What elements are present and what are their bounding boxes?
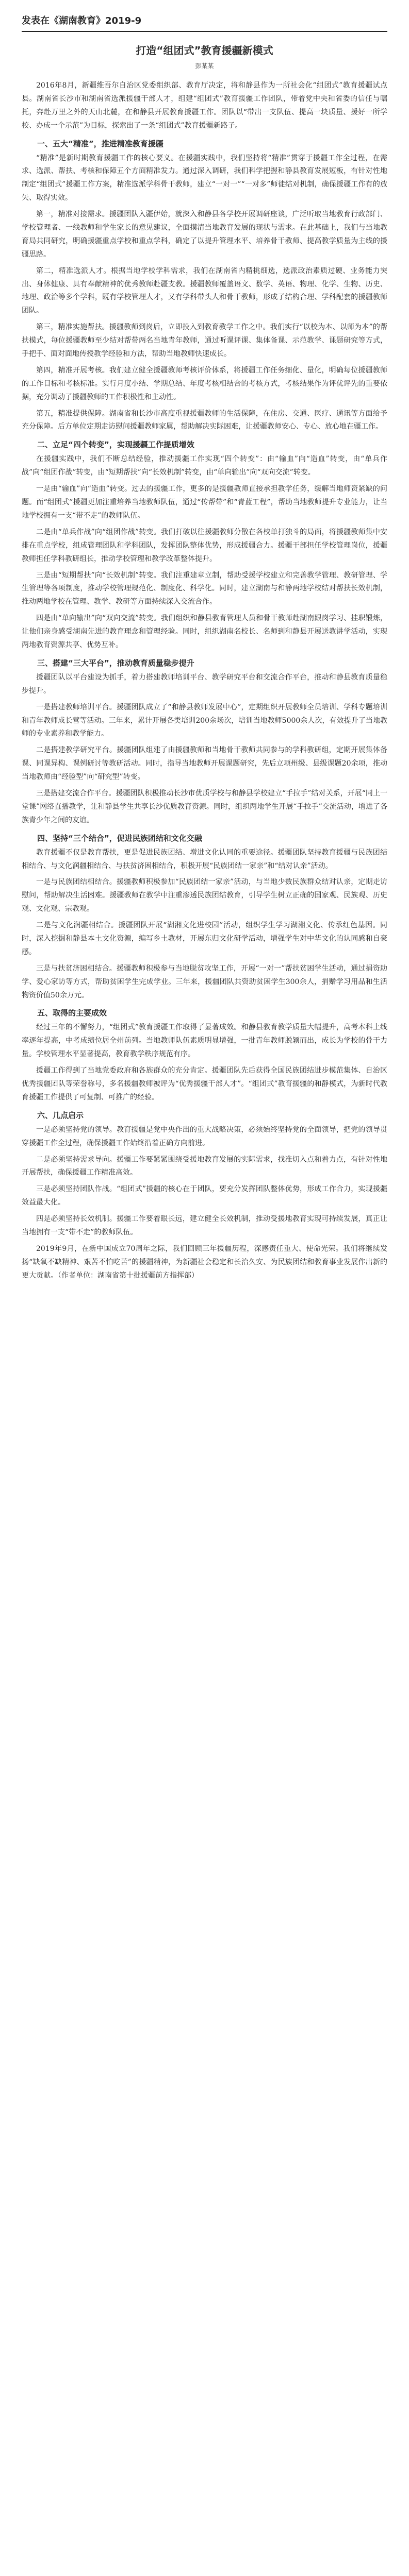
paragraph: “精准”是新时期教育援疆工作的核心要义。在援疆实践中，我们坚持将“精准”贯穿于援疆工作全过程，在需求、选派、帮扶、考核和保障五个方面精准发力。通过深入调研，我们科学把握和静县教育发展短板，有针对性地制定“组团式”援疆工作方案，精准选派学科骨干教师，建立“一对一”“一对多”师徒结对机制，确保援疆工作有的放矢、取得实效。 (22, 154, 387, 202)
paragraph: 援疆团队以平台建设为抓手，着力搭建教师培训平台、教学研究平台和交流合作平台，推动和静县教育质量稳步提升。 (22, 673, 387, 695)
paragraph: 四是由“单向输出”向“双向交流”转变。我们组织和静县教育管理人员和骨干教师赴湖南跟岗学习、挂职锻炼，让他们亲身感受湖南先进的教育理念和管理经验。同时，组织湖南名校长、名师到和静县开展送教讲学活动，实现两地教育资源共享、优势互补。 (22, 614, 387, 649)
paragraph: 三是必须坚持团队作战。“组团式”援疆的核心在于团队，要充分发挥团队整体优势，形成工作合力，实现援疆效益最大化。 (22, 1185, 387, 1207)
paragraph: 第五，精准提供保障。湖南省和长沙市高度重视援疆教师的生活保障，在住房、交通、医疗、通讯等方面给予充分保障。后方单位定期走访慰问援疆教师家属，帮助解决实际困难，让援疆教师安心、专心、放心地在疆工作。 (22, 409, 387, 431)
paragraph: 四是必须坚持长效机制。援疆工作要着眼长远，建立健全长效机制，推动受援地教育实现可持续发展，真正让当地拥有一支“带不走”的教师队伍。 (22, 1215, 387, 1237)
paragraph: 在援疆实践中，我们不断总结经验，推动援疆工作实现“四个转变”：由“输血”向“造血”转变，由“单兵作战”向“组团作战”转变，由“短期帮扶”向“长效机制”转变，由“单向输出”向“双向交流”转变。 (22, 455, 387, 477)
section-heading: 三、搭建“三大平台”，推动教育质量稳步提升 (37, 658, 194, 668)
paragraph: 三是搭建交流合作平台。援疆团队积极推动长沙市优质学校与和静县学校建立“手拉手”结对关系，开展“同上一堂课”网络直播教学，让和静县学生共享长沙优质教育资源。同时，组织两地学生开展“手拉手”交流活动，增进了各族青少年之间的友谊。 (22, 789, 387, 824)
article-body (22, 79, 387, 1283)
paragraph: 第四，精准开展考核。我们建立健全援疆教师考核评价体系，将援疆工作任务细化、量化，明确每位援疆教师的工作目标和考核标准。实行月度小结、学期总结、年度考核相结合的考核方式，考核结果作为评优评先的重要依据，充分调动了援疆教师的工作积极性和主动性。 (22, 366, 387, 401)
paragraph: 2019年9月，在新中国成立70周年之际，我们回顾三年援疆历程，深感责任重大、使命光荣。我们将继续发扬“缺氧不缺精神、艰苦不怕吃苦”的援疆精神，为新疆社会稳定和长治久安、为民族团结和教育事业发展作出新的更大贡献。（作者单位：湖南省第十批援疆前方指挥部） (22, 1244, 387, 1280)
paragraph: 第一，精准对接需求。援疆团队入疆伊始，就深入和静县各学校开展调研座谈，广泛听取当地教育行政部门、学校管理者、一线教师和学生家长的意见建议，全面摸清当地教育发展的现状与需求。在此基础上，我们与当地教育局共同研究，明确援疆重点学校和重点学科，确定了以提升管理水平、培养骨干教师、提高教学质量为主线的援疆思路。 (22, 210, 387, 259)
paragraph: 二是必须坚持需求导向。援疆工作要紧紧围绕受援地教育发展的实际需求，找准切入点和着力点，有针对性地开展帮扶，确保援疆工作精准高效。 (22, 1155, 387, 1177)
article-title: 打造“组团式”教育援疆新模式 (136, 44, 273, 57)
paragraph: 三是与扶贫济困相结合。援疆教师积极参与当地脱贫攻坚工作，开展“一对一”帮扶贫困学生活动，通过捐资助学、爱心家访等方式，帮助贫困学生完成学业。三年来，援疆团队共资助贫困学生300余人，捐赠学习用品和生活物资价值50余万元。 (22, 964, 387, 999)
paragraph: 一是必须坚持党的领导。教育援疆是党中央作出的重大战略决策，必须始终坚持党的全面领导，把党的领导贯穿援疆工作全过程，确保援疆工作始终沿着正确方向前进。 (22, 1125, 387, 1147)
section-heading: 五、取得的主要成效 (37, 1008, 107, 1018)
paragraph: 2016年8月，新疆维吾尔自治区党委组织部、教育厅决定，将和静县作为一所社会化“组团式”教育援疆试点县。湖南省长沙市和湖南省选派援疆干部人才，组建“组团式”教育援疆工作团队，带着党中央和省委的信任与嘱托，奔赴万里之外的天山北麓，在和静县开展教育援疆工作。团队以“带出一支队伍、提高一块质量、援好一所学校、办成一个示范”为目标，探索出了一条“组团式”教育援疆新路子。 (22, 81, 387, 130)
article-author: 彭某某 (195, 62, 214, 70)
section-heading: 六、几点启示 (37, 1110, 84, 1120)
paragraph: 一是由“输血”向“造血”转变。过去的援疆工作，更多的是援疆教师直接承担教学任务，缓解当地师资紧缺的问题。而“组团式”援疆更加注重培养当地教师队伍，通过“传帮带”和“青蓝工程”，帮助当地教师提升专业能力，让当地学校拥有一支“带不走”的教师队伍。 (22, 485, 387, 520)
paragraph: 经过三年的不懈努力，“组团式”教育援疆工作取得了显著成效。和静县教育教学质量大幅提升，高考本科上线率逐年提高，中考成绩位居全州前列。当地教师队伍素质明显增强，一批青年教师脱颖而出，成长为学校的骨干力量。学校管理水平显著提高，教育教学秩序规范有序。 (22, 1023, 387, 1059)
paragraph: 一是与民族团结相结合。援疆教师积极参加“民族团结一家亲”活动，与当地少数民族群众结对认亲，定期走访慰问，帮助解决生活困难。援疆教师在教学中注重渗透民族团结教育，引导学生树立正确的国家观、民族观、历史观、文化观、宗教观。 (22, 878, 387, 913)
paragraph: 教育援疆不仅是教育帮扶，更是促进民族团结、增进文化认同的重要途径。援疆团队坚持教育援疆与民族团结相结合、与文化润疆相结合、与扶贫济困相结合，积极开展“民族团结一家亲”和“结对认亲”活动。 (22, 848, 387, 870)
paragraph: 二是与文化润疆相结合。援疆团队开展“湖湘文化进校园”活动，组织学生学习湖湘文化、传承红色基因。同时，深入挖掘和静县本土文化资源，编写乡土教材，开展东归文化研学活动，增强学生对中华文化的认同感和自豪感。 (22, 921, 387, 956)
paragraph: 援疆工作得到了当地党委政府和各族群众的充分肯定。援疆团队先后获得全国民族团结进步模范集体、自治区优秀援疆团队等荣誉称号，多名援疆教师被评为“优秀援疆干部人才”。“组团式”教育援疆的和静模式，为新时代教育援疆工作提供了可复制、可推广的经验。 (22, 1066, 387, 1101)
paragraph: 第三，精准实施帮扶。援疆教师到岗后，立即投入到教育教学工作之中。我们实行“以校为本、以师为本”的帮扶模式，每位援疆教师至少结对帮带两名当地青年教师，通过听课评课、集体备课、示范教学、课题研究等方式，手把手、面对面地传授教学经验和方法，帮助当地教师快速成长。 (22, 323, 387, 359)
publication-header: 发表在《湖南教育》2019-9 (22, 13, 387, 32)
section-heading: 四、坚持“三个结合”，促进民族团结和文化交融 (37, 833, 202, 843)
paragraph: 二是由“单兵作战”向“组团作战”转变。我们打破以往援疆教师分散在各校单打独斗的局面，将援疆教师集中安排在重点学校，组成管理团队和学科团队，发挥团队整体优势，形成援疆合力。援疆干部担任学校管理岗位，援疆教师担任学科教研组长，推动学校管理和教学改革整体提升。 (22, 528, 387, 563)
paragraph: 三是由“短期帮扶”向“长效机制”转变。我们注重建章立制，帮助受援学校建立和完善教学管理、教研管理、学生管理等各项制度，推动学校管理规范化、制度化、科学化。同时，建立湖南与和静两地学校结对帮扶长效机制，推动两地学校在管理、教学、教研等方面持续深入交流合作。 (22, 571, 387, 606)
section-heading: 一、五大“精准”，推进精准教育援疆 (37, 139, 163, 148)
paragraph: 第二，精准选派人才。根据当地学校学科需求，我们在湖南省内精挑细选，选派政治素质过硬、业务能力突出、身体健康、具有奉献精神的优秀教师赴疆支教。援疆教师覆盖语文、数学、英语、物理、化学、生物、历史、地理、政治等多个学科，既有学校管理人才，又有学科带头人和骨干教师，形成了结构合理、学科配套的援疆教师团队。 (22, 266, 387, 315)
paragraph: 一是搭建教师培训平台。援疆团队成立了“和静县教师发展中心”，定期组织开展教师全员培训、学科专题培训和青年教师成长营等活动。三年来，累计开展各类培训200余场次，培训当地教师5000余人次，有效提升了当地教师的专业素养和教学能力。 (22, 703, 387, 738)
paragraph: 二是搭建教学研究平台。援疆团队组建了由援疆教师和当地骨干教师共同参与的学科教研组，定期开展集体备课、同课异构、课例研讨等教研活动。同时，指导当地教师开展课题研究，先后立项州级、县级课题20余项，推动当地教师由“经验型”向“研究型”转变。 (22, 746, 387, 782)
section-heading: 二、立足“四个转变”，实现援疆工作提质增效 (37, 440, 194, 450)
